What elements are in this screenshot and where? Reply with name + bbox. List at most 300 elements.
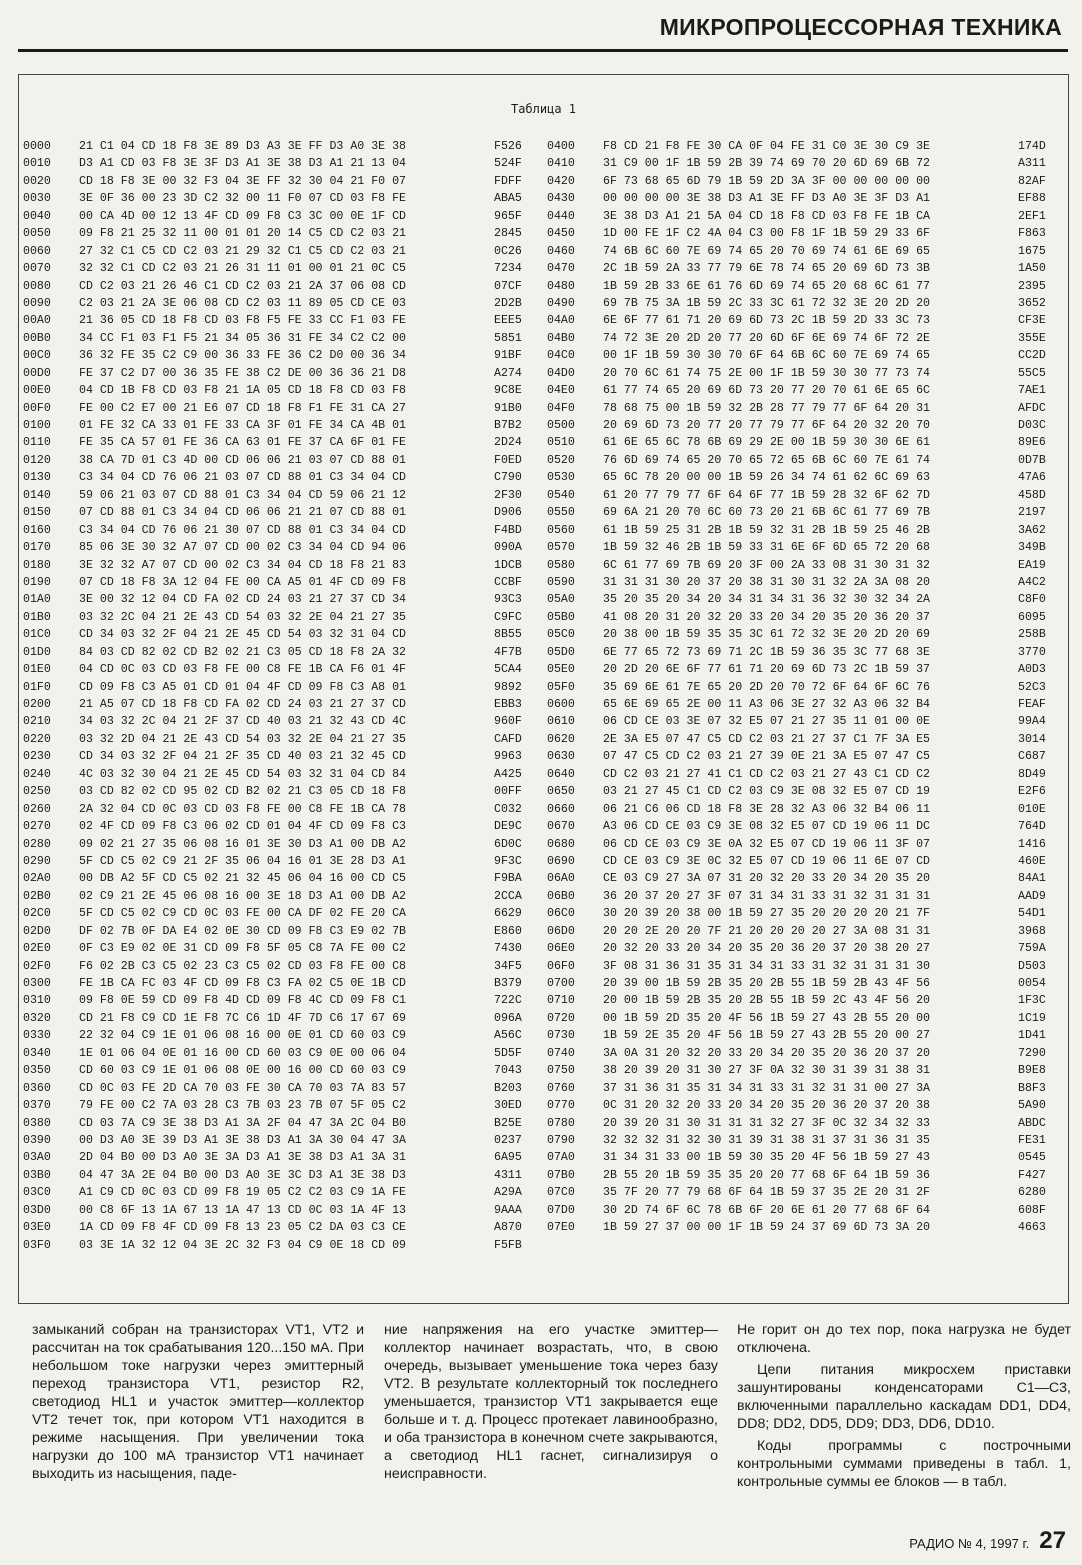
row-address: 0390 [23,1133,51,1147]
row-checksum: 7290 [1018,1046,1046,1060]
table-row [547,278,1058,295]
row-address: 0540 [547,488,575,502]
row-bytes: 0F C3 E9 02 0E 31 CD 09 F8 5F 05 C8 7A FE 00 C2 [79,942,406,956]
row-bytes: 0C 31 20 32 20 33 20 34 20 35 20 36 20 37 20 38 [603,1099,930,1113]
row-checksum: 965F [494,209,522,223]
table-row [23,783,534,800]
row-checksum: F427 [1018,1168,1046,1182]
row-address: 0120 [23,453,51,467]
row-checksum: 960F [494,715,522,729]
row-address: 02D0 [23,924,51,938]
row-checksum: 00FF [494,785,522,799]
table-row [23,400,534,417]
table-row [23,347,534,364]
row-address: 0500 [547,419,575,432]
row-address: 04B0 [547,331,575,345]
row-bytes: 02 C9 21 2E 45 06 08 16 00 3E 18 D3 A1 00 DB A2 [79,889,406,903]
table-row [547,1010,1058,1027]
row-bytes: 20 39 20 31 30 31 31 31 32 27 3F 0C 32 34 32 33 [603,1116,930,1130]
table-row [547,295,1058,312]
row-bytes: 21 36 05 CD 18 F8 CD 03 F8 F5 FE 33 CC F1 03 FE [79,314,406,328]
row-checksum: F0ED [494,453,522,467]
row-address: 07E0 [547,1221,575,1235]
table-row [547,1115,1058,1132]
table-row [547,574,1058,591]
hex-column-left [23,138,534,1254]
row-address: 00C0 [23,349,51,363]
table-row [547,853,1058,870]
row-bytes: 3E 00 32 12 04 CD FA 02 CD 24 03 21 27 37 CD 34 [79,593,406,607]
row-address: 0330 [23,1029,51,1043]
row-bytes: 79 FE 00 C2 7A 03 28 C3 7B 03 23 7B 07 5F 05 C2 [79,1099,406,1113]
row-checksum: F9BA [494,872,522,886]
row-bytes: CD CE 03 C9 3E 0C 32 E5 07 CD 19 06 11 6E 07 CD [603,854,930,868]
row-bytes: CD 18 F8 3E 00 32 F3 04 3E FF 32 30 04 21 F0 07 [79,174,406,188]
table-row [547,1184,1058,1201]
row-checksum: E2F6 [1018,785,1046,799]
row-checksum: 1416 [1018,837,1046,851]
row-address: 0230 [23,750,51,764]
page-number: 27 [1039,1527,1066,1554]
row-bytes: 03 32 2C 04 21 2E 43 CD 54 03 32 2E 04 21 27 35 [79,610,406,624]
row-bytes: 3E 38 D3 A1 21 5A 04 CD 18 F8 CD 03 F8 FE 1B CA [603,209,930,223]
table-row [23,923,534,940]
row-address: 0770 [547,1099,575,1113]
row-address: 04E0 [547,384,575,398]
table-caption: Таблица 1 [510,102,577,116]
row-checksum: 1DCB [494,558,522,572]
table-row [23,155,534,172]
row-bytes: 35 20 35 20 34 20 34 31 34 31 36 32 30 32 34 2A [603,593,930,607]
row-address: 0130 [23,471,51,485]
row-bytes: 41 08 20 31 20 32 20 33 20 34 20 35 20 36 20 37 [603,610,930,624]
table-row [547,155,1058,172]
row-bytes: 22 32 04 C9 1E 01 06 08 16 00 0E 01 CD 60 03 C9 [79,1029,406,1043]
row-bytes: 74 6B 6C 60 7E 69 74 65 20 70 69 74 61 6E 69 65 [603,244,930,258]
row-bytes: 20 32 20 33 20 34 20 35 20 36 20 37 20 38 20 27 [603,942,930,956]
table-row [547,1062,1058,1079]
row-address: 0260 [23,802,51,816]
row-checksum: 89E6 [1018,436,1046,450]
row-bytes: 1B 59 32 46 2B 1B 59 33 31 6E 6F 6D 65 72 20 68 [603,541,930,555]
row-bytes: CD 03 7A C9 3E 38 D3 A1 3A 2F 04 47 3A 2C 04 B0 [79,1116,406,1130]
row-checksum: 9AAA [494,1203,522,1217]
table-row [547,504,1058,521]
table-row [547,836,1058,853]
table-row [547,923,1058,940]
table-row [547,801,1058,818]
row-address: 07D0 [547,1203,575,1217]
row-address: 0600 [547,698,575,711]
row-bytes: 5F CD C5 02 C9 21 2F 35 06 04 16 01 3E 28 D3 A1 [79,854,406,868]
row-checksum: 2D2B [494,296,522,310]
table-row [547,312,1058,329]
row-address: 0400 [547,140,575,153]
row-bytes: 20 20 2E 20 20 7F 21 20 20 20 20 27 3A 08 31 31 [603,924,930,938]
row-address: 03D0 [23,1203,51,1217]
row-bytes: CE 03 C9 27 3A 07 31 20 32 20 33 20 34 20 35 20 [603,872,930,886]
table-row [547,940,1058,957]
row-checksum: AAD9 [1018,889,1046,903]
row-bytes: 32 32 32 31 32 30 31 39 31 38 31 37 31 36 31 35 [603,1133,930,1147]
row-bytes: 09 F8 21 25 32 11 00 01 01 20 14 C5 CD C2 03 21 [79,227,406,241]
row-bytes: C3 34 04 CD 76 06 21 30 07 CD 88 01 C3 34 04 CD [79,523,406,537]
table-row [23,260,534,277]
row-checksum: 0054 [1018,977,1046,990]
row-checksum: E860 [494,924,522,938]
row-address: 0520 [547,453,575,467]
section-title: МИКРОПРОЦЕССОРНАЯ ТЕХНИКА [659,14,1062,40]
table-row [547,748,1058,765]
table-row [547,400,1058,417]
row-bytes: 00 DB A2 5F CD C5 02 21 32 45 06 04 16 00 CD C5 [79,872,406,886]
table-row [547,1027,1058,1044]
row-bytes: 02 4F CD 09 F8 C3 06 02 CD 01 04 4F CD 09 F8 C3 [79,820,406,834]
table-row [23,469,534,486]
row-bytes: 65 6E 69 65 2E 00 11 A3 06 3E 27 32 A3 06 32 B4 [603,698,930,711]
row-checksum: C687 [1018,750,1046,764]
table-row [23,522,534,539]
row-bytes: 61 20 77 79 77 6F 64 6F 77 1B 59 28 32 6F 62 7D [603,488,930,502]
row-bytes: C2 03 21 2A 3E 06 08 CD C2 03 11 89 05 CD CE 03 [79,296,406,310]
row-checksum: 1675 [1018,244,1046,258]
row-checksum: 010E [1018,802,1046,816]
row-bytes: DF 02 7B 0F DA E4 02 0E 30 CD 09 F8 C3 E9 02 7B [79,924,406,938]
row-address: 0220 [23,732,51,746]
table-row [23,208,534,225]
table-row [547,783,1058,800]
article-column-1 [32,1321,364,1487]
row-bytes: 61 6E 65 6C 78 6B 69 29 2E 00 1B 59 30 30 6E 61 [603,436,930,450]
row-address: 01C0 [23,628,51,642]
row-address: 04F0 [547,401,575,415]
row-checksum: 93C3 [494,593,522,607]
row-checksum: 3770 [1018,645,1046,659]
row-bytes: 09 F8 0E 59 CD 09 F8 4D CD 09 F8 4C CD 09 F8 C1 [79,994,406,1008]
row-bytes: 03 CD 82 02 CD 95 02 CD B2 02 21 C3 05 CD 18 F8 [79,785,406,799]
row-checksum: 6095 [1018,610,1046,624]
row-address: 06B0 [547,889,575,903]
row-bytes: 61 1B 59 25 31 2B 1B 59 32 31 2B 1B 59 25 46 2B [603,523,930,537]
table-row [547,330,1058,347]
paragraph: Цепи питания микросхем приставки зашунтированы конденсаторами С1—С3, включенными параллельно каскадам DD1, DD4, DD8; DD2, DD5, DD9; DD3, DD6, DD10. [737,1362,1071,1432]
row-bytes: FE 37 C2 D7 00 36 35 FE 38 C2 DE 00 36 36 21 D8 [79,366,406,380]
row-bytes: 21 C1 04 CD 18 F8 3E 89 D3 A3 3E FF D3 A0 3E 38 [79,140,406,153]
row-bytes: CD 21 F8 C9 CD 1E F8 7C C6 1D 4F 7D C6 17 67 69 [79,1011,406,1025]
row-address: 04A0 [547,314,575,328]
row-address: 0270 [23,820,51,834]
row-checksum: 3014 [1018,732,1046,746]
row-bytes: 1B 59 2E 35 20 4F 56 1B 59 27 43 2B 55 20 00 27 [603,1029,930,1043]
row-checksum: 759A [1018,942,1046,956]
table-row [547,975,1058,992]
row-checksum: EEE5 [494,314,522,328]
row-address: 0710 [547,994,575,1008]
row-bytes: A3 06 CD CE 03 C9 3E 08 32 E5 07 CD 19 06 11 DC [603,820,930,834]
row-address: 0740 [547,1046,575,1060]
row-bytes: 30 20 39 20 38 00 1B 59 27 35 20 20 20 20 21 7F [603,907,930,921]
table-row [23,1080,534,1097]
row-checksum: B203 [494,1081,522,1095]
row-bytes: 85 06 3E 30 32 A7 07 CD 00 02 C3 34 04 CD 94 06 [79,541,406,555]
table-row [547,452,1058,469]
table-row [23,504,534,521]
table-row [23,992,534,1009]
paragraph: Коды программы с построчными контрольными суммами приведены в табл. 1, контрольные суммы ее блоков — в табл. [737,1438,1071,1490]
table-row [23,452,534,469]
row-checksum: 0D7B [1018,453,1046,467]
row-checksum: A56C [494,1029,522,1043]
row-address: 05F0 [547,680,575,694]
row-address: 0350 [23,1064,51,1078]
table-row [547,138,1058,155]
row-bytes: CD 09 F8 C3 A5 01 CD 01 04 4F CD 09 F8 C3 A8 01 [79,680,406,694]
table-row [23,1237,534,1254]
row-address: 03A0 [23,1151,51,1165]
row-bytes: 2B 55 20 1B 59 35 35 20 20 77 68 6F 64 1B 59 36 [603,1168,930,1182]
row-bytes: 06 21 C6 06 CD 18 F8 3E 28 32 A3 06 32 B4 06 11 [603,802,930,816]
row-checksum: 1A50 [1018,262,1046,276]
row-bytes: CD 0C 03 FE 2D CA 70 03 FE 30 CA 70 03 7A 83 57 [79,1081,406,1095]
row-address: 0320 [23,1011,51,1025]
row-bytes: FE 1B CA FC 03 4F CD 09 F8 C3 FA 02 C5 0E 1B CD [79,977,406,990]
table-row [23,609,534,626]
row-address: 0160 [23,523,51,537]
row-checksum: 9892 [494,680,522,694]
row-address: 04D0 [547,366,575,380]
table-row [23,696,534,713]
row-checksum: A870 [494,1221,522,1235]
row-bytes: 20 2D 20 6E 6F 77 61 71 20 69 6D 73 2C 1B 59 37 [603,663,930,677]
row-bytes: 30 2D 74 6F 6C 78 6B 6F 20 6E 61 20 77 68 6F 64 [603,1203,930,1217]
row-address: 0150 [23,506,51,520]
row-checksum: 1F3C [1018,994,1046,1008]
row-bytes: 00 1F 1B 59 30 30 70 6F 64 6B 6C 60 7E 69 74 65 [603,349,930,363]
row-bytes: 03 21 27 45 C1 CD C2 03 C9 3E 08 32 E5 07 CD 19 [603,785,930,799]
row-address: 0240 [23,767,51,781]
table-row [23,539,534,556]
row-checksum: 30ED [494,1099,522,1113]
row-bytes: 5F CD C5 02 C9 CD 0C 03 FE 00 CA DF 02 FE 20 CA [79,907,406,921]
row-address: 03E0 [23,1221,51,1235]
row-checksum: 3A62 [1018,523,1046,537]
row-checksum: 84A1 [1018,872,1046,886]
table-row [23,679,534,696]
row-checksum: A29A [494,1186,522,1200]
journal-issue: РАДИО № 4, 1997 г. [909,1536,1030,1551]
row-bytes: 00 CA 4D 00 12 13 4F CD 09 F8 C3 3C 00 0E 1F CD [79,209,406,223]
row-bytes: 06 CD CE 03 3E 07 32 E5 07 21 27 35 11 01 00 0E [603,715,930,729]
row-bytes: 20 38 00 1B 59 35 35 3C 61 72 32 3E 20 2D 20 69 [603,628,930,642]
row-bytes: 03 32 2D 04 21 2E 43 CD 54 03 32 2E 04 21 27 35 [79,732,406,746]
row-address: 03F0 [23,1238,51,1252]
table-row [547,626,1058,643]
row-checksum: 6A95 [494,1151,522,1165]
row-address: 0760 [547,1081,575,1095]
hex-column-right [547,138,1058,1237]
row-checksum: B9E8 [1018,1064,1046,1078]
row-address: 01E0 [23,663,51,677]
table-row [23,278,534,295]
row-checksum: 3968 [1018,924,1046,938]
table-row [23,818,534,835]
table-row [23,173,534,190]
table-row [23,382,534,399]
row-address: 02A0 [23,872,51,886]
row-address: 03B0 [23,1168,51,1182]
row-address: 0080 [23,279,51,293]
row-address: 0630 [547,750,575,764]
row-checksum: A4C2 [1018,575,1046,589]
row-checksum: 9C8E [494,384,522,398]
table-row [547,1097,1058,1114]
article-column-2 [384,1321,718,1487]
table-row [547,1149,1058,1166]
row-checksum: 0237 [494,1133,522,1147]
row-address: 0000 [23,140,51,153]
table-row [547,522,1058,539]
table-row [547,609,1058,626]
row-address: 0340 [23,1046,51,1060]
row-checksum: D503 [1018,959,1046,973]
row-bytes: 78 68 75 00 1B 59 32 2B 28 77 79 77 6F 64 20 31 [603,401,930,415]
table-row [23,836,534,853]
row-bytes: 00 1B 59 2D 35 20 4F 56 1B 59 27 43 2B 55 20 00 [603,1011,930,1025]
row-bytes: 59 06 21 03 07 CD 88 01 C3 34 04 CD 59 06 21 12 [79,488,406,502]
row-address: 0410 [547,157,575,171]
row-checksum: 608F [1018,1203,1046,1217]
row-bytes: 00 D3 A0 3E 39 D3 A1 3E 38 D3 A1 3A 30 04 47 3A [79,1133,406,1147]
row-address: 0460 [547,244,575,258]
row-bytes: 31 34 31 33 00 1B 59 30 35 20 4F 56 1B 59 27 43 [603,1151,930,1165]
row-checksum: B7B2 [494,419,522,432]
row-bytes: 61 77 74 65 20 69 6D 73 20 77 20 70 61 6E 65 6C [603,384,930,398]
table-row [23,801,534,818]
row-checksum: CC2D [1018,349,1046,363]
row-address: 0070 [23,262,51,276]
table-row [23,1167,534,1184]
row-checksum: 0545 [1018,1151,1046,1165]
table-row [547,713,1058,730]
row-checksum: 82AF [1018,174,1046,188]
paragraph: замыканий собран на транзисторах VT1, VT2 и рассчитан на ток срабатывания 120...150 мА. При небольшом токе нагрузки через эмиттерный переход транзистора VT1, резистор R2, светодиод HL1 и участок эмиттер—коллектор VT2 течет ток, при котором VT1 находится в режиме насыщения. При увеличении тока нагрузки до 100 мА транзистор VT1 начинает выходить из насыщения, паде- [32,1322,364,1482]
row-address: 0420 [547,174,575,188]
row-bytes: 69 7B 75 3A 1B 59 2C 33 3C 61 72 32 3E 20 2D 20 [603,296,930,310]
table-row [547,225,1058,242]
row-checksum: C790 [494,471,522,485]
table-row [23,487,534,504]
row-address: 02B0 [23,889,51,903]
row-checksum: F5FB [494,1238,522,1252]
row-checksum: 2197 [1018,506,1046,520]
row-address: 02F0 [23,959,51,973]
row-bytes: 20 39 00 1B 59 2B 35 20 2B 55 1B 59 2B 43 4F 56 [603,977,930,990]
row-checksum: B379 [494,977,522,990]
row-checksum: FEAF [1018,698,1046,711]
row-address: 0660 [547,802,575,816]
row-address: 0290 [23,854,51,868]
table-row [23,1045,534,1062]
row-checksum: 524F [494,157,522,171]
row-bytes: 6C 61 77 69 7B 69 20 3F 00 2A 33 08 31 30 31 32 [603,558,930,572]
row-address: 0570 [547,541,575,555]
row-bytes: 07 CD 18 F8 3A 12 04 FE 00 CA A5 01 4F CD 09 F8 [79,575,406,589]
row-address: 0210 [23,715,51,729]
row-checksum: 5851 [494,331,522,345]
row-checksum: 096A [494,1011,522,1025]
row-address: 05E0 [547,663,575,677]
row-address: 05A0 [547,593,575,607]
table-row [547,469,1058,486]
table-row [23,940,534,957]
row-bytes: 20 69 6D 73 20 77 20 77 79 77 6F 64 20 32 20 70 [603,419,930,432]
row-bytes: 6E 77 65 72 73 69 71 2C 1B 59 36 35 3C 77 68 3E [603,645,930,659]
row-checksum: A0D3 [1018,663,1046,677]
row-bytes: 69 6A 21 20 70 6C 60 73 20 21 6B 6C 61 77 69 7B [603,506,930,520]
row-address: 0040 [23,209,51,223]
row-address: 0310 [23,994,51,1008]
row-bytes: 31 C9 00 1F 1B 59 2B 39 74 69 70 20 6D 69 6B 72 [603,157,930,171]
row-bytes: CD C2 03 21 26 46 C1 CD C2 03 21 2A 37 06 08 CD [79,279,406,293]
row-checksum: ABA5 [494,192,522,206]
row-bytes: 34 03 32 2C 04 21 2F 37 CD 40 03 21 32 43 CD 4C [79,715,406,729]
row-address: 0750 [547,1064,575,1078]
row-checksum: 0C26 [494,244,522,258]
row-address: 00F0 [23,401,51,415]
row-checksum: 9F3C [494,854,522,868]
row-bytes: 2E 3A E5 07 47 C5 CD C2 03 21 27 37 C1 7F 3A E5 [603,732,930,746]
row-checksum: 52C3 [1018,680,1046,694]
row-bytes: 1B 59 27 37 00 00 1F 1B 59 24 37 69 6D 73 3A 20 [603,1221,930,1235]
row-checksum: 258B [1018,628,1046,642]
row-checksum: 6280 [1018,1186,1046,1200]
row-bytes: A1 C9 CD 0C 03 CD 09 F8 19 05 C2 C2 03 C9 1A FE [79,1186,406,1200]
row-bytes: 07 CD 88 01 C3 34 04 CD 06 06 21 21 07 CD 88 01 [79,506,406,520]
row-bytes: 31 31 31 30 20 37 20 38 31 30 31 32 2A 3A 08 20 [603,575,930,589]
row-bytes: 1D 00 FE 1F C2 4A 04 C3 00 F8 1F 1B 59 29 33 6F [603,227,930,241]
table-row [23,1010,534,1027]
row-address: 07A0 [547,1151,575,1165]
row-checksum: 7043 [494,1064,522,1078]
row-bytes: 4C 03 32 30 04 21 2E 45 CD 54 03 32 31 04 CD 84 [79,767,406,781]
row-address: 0700 [547,977,575,990]
row-address: 0620 [547,732,575,746]
paragraph: ние напряжения на его участке эмиттер—коллектор начинает возрастать, что, в свою очередь, вызывает уменьшение тока через базу VT2. В результате коллекторный ток последнего уменьшается, транзистор VT1 закрывается еще больше и т. д. Процесс протекает лавинообразно, и оба транзистора в конечном счете закрываются, а светодиод HL1 гаснет, сигнализируя о неисправности. [384,1322,718,1482]
table-row [547,888,1058,905]
row-checksum: FE31 [1018,1133,1046,1147]
row-checksum: FDFF [494,174,522,188]
row-address: 0380 [23,1116,51,1130]
row-checksum: 2F30 [494,488,522,502]
row-address: 03C0 [23,1186,51,1200]
row-checksum: C032 [494,802,522,816]
row-address: 0250 [23,785,51,799]
table-row [547,417,1058,434]
row-checksum: B8F3 [1018,1081,1046,1095]
row-checksum: C8F0 [1018,593,1046,607]
row-bytes: 6E 6F 77 61 71 20 69 6D 73 2C 1B 59 2D 33 3C 73 [603,314,930,328]
table-row [23,870,534,887]
row-checksum: 34F5 [494,959,522,973]
table-row [23,1132,534,1149]
row-checksum: 2CCA [494,889,522,903]
table-row [23,365,534,382]
row-bytes: 76 6D 69 74 65 20 70 65 72 65 6B 6C 60 7E 61 74 [603,453,930,467]
row-bytes: 3F 08 31 36 31 35 31 34 31 33 31 32 31 31 31 30 [603,959,930,973]
row-checksum: DE9C [494,820,522,834]
row-address: 00A0 [23,314,51,328]
row-checksum: 1C19 [1018,1011,1046,1025]
